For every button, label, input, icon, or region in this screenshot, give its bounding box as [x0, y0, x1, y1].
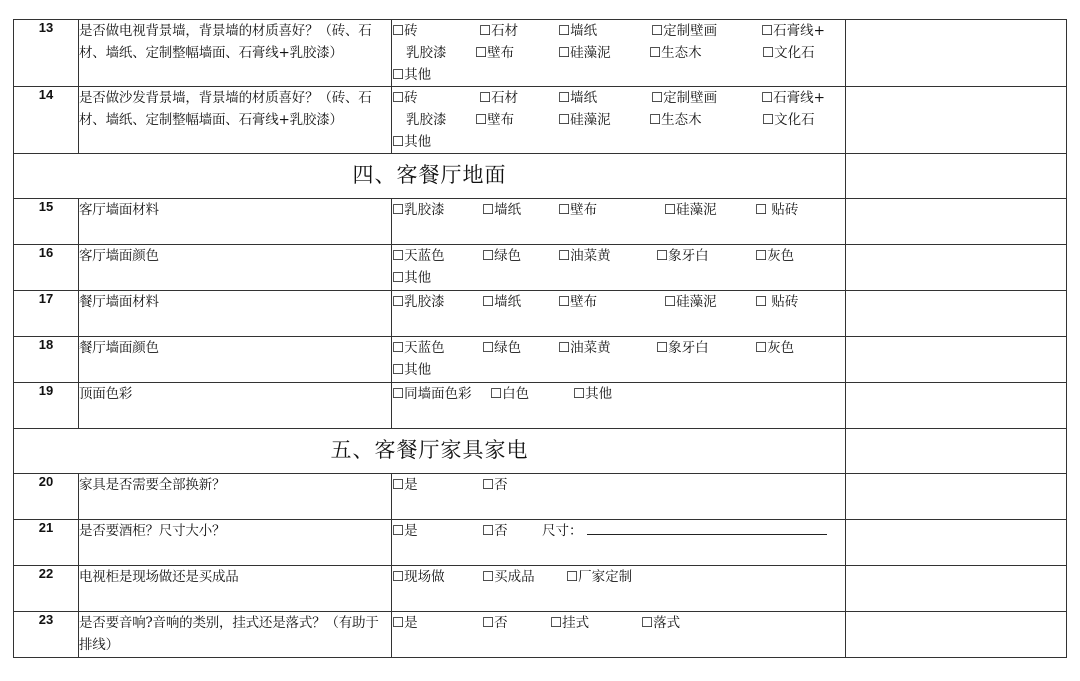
option-group: [392, 20, 846, 87]
option-continuation: 乳胶漆: [406, 45, 447, 61]
checkbox-option[interactable]: ☐其他: [573, 386, 613, 402]
option-group: [392, 337, 846, 383]
checkbox-option[interactable]: ☐象牙白: [656, 340, 709, 356]
notes-cell[interactable]: [846, 520, 1067, 566]
table-row: [14, 87, 1067, 154]
notes-cell[interactable]: [846, 199, 1067, 245]
checkbox-option[interactable]: ☐油菜黄: [558, 340, 611, 356]
checkbox-option[interactable]: ☐是: [392, 615, 418, 631]
checkbox-option[interactable]: ☐硅藻泥: [558, 45, 611, 61]
notes-cell[interactable]: [846, 383, 1067, 429]
checkbox-option[interactable]: ☐墙纸: [558, 90, 598, 106]
checkbox-option[interactable]: ☐硅藻泥: [664, 294, 717, 310]
notes-cell: [846, 154, 1067, 199]
size-input-line[interactable]: [587, 520, 827, 542]
checkbox-option[interactable]: ☐同墙面色彩: [392, 386, 472, 402]
checkbox-option[interactable]: ☐白色: [490, 386, 530, 402]
row-number: 21: [14, 520, 79, 566]
question-text: 是否要音响?音响的类别，挂式还是落式？（有助于排线）: [79, 612, 392, 658]
survey-table: [13, 19, 1067, 658]
row-number: 20: [14, 474, 79, 520]
checkbox-option[interactable]: ☐灰色: [755, 248, 795, 264]
checkbox-option[interactable]: ☐ 贴砖: [755, 202, 799, 218]
checkbox-option[interactable]: ☐墙纸: [558, 23, 598, 39]
checkbox-option[interactable]: ☐其他: [392, 134, 432, 150]
row-number: 16: [14, 245, 79, 291]
row-number: 17: [14, 291, 79, 337]
checkbox-option[interactable]: ☐壁布: [475, 45, 515, 61]
section-row: [14, 154, 1067, 199]
checkbox-option[interactable]: ☐石膏线+: [761, 23, 825, 39]
table-row: [14, 383, 1067, 429]
notes-cell[interactable]: [846, 566, 1067, 612]
checkbox-option[interactable]: ☐壁布: [558, 294, 598, 310]
checkbox-option[interactable]: ☐天蓝色: [392, 340, 445, 356]
option-continuation: 乳胶漆: [406, 112, 447, 128]
section-heading: 五、客餐厅家具家电: [14, 429, 846, 474]
checkbox-option[interactable]: ☐厂家定制: [566, 569, 633, 585]
section-row: [14, 429, 1067, 474]
question-text: 是否要酒柜？尺寸大小？: [79, 520, 392, 566]
size-label: 尺寸：: [542, 523, 583, 539]
checkbox-option[interactable]: ☐墙纸: [482, 294, 522, 310]
option-group: [392, 474, 846, 520]
question-text: 餐厅墙面材料: [79, 291, 392, 337]
question-text: 客厅墙面颜色: [79, 245, 392, 291]
checkbox-option[interactable]: ☐是: [392, 477, 418, 493]
notes-cell[interactable]: [846, 612, 1067, 658]
checkbox-option[interactable]: ☐定制壁画: [651, 90, 718, 106]
checkbox-option[interactable]: ☐油菜黄: [558, 248, 611, 264]
option-group: [392, 566, 846, 612]
checkbox-option[interactable]: ☐否: [482, 615, 508, 631]
table-row: [14, 199, 1067, 245]
checkbox-option[interactable]: ☐砖: [392, 90, 418, 106]
question-text: 家具是否需要全部换新？: [79, 474, 392, 520]
notes-cell: [846, 429, 1067, 474]
question-text: 顶面色彩: [79, 383, 392, 429]
checkbox-option[interactable]: ☐落式: [641, 615, 681, 631]
checkbox-option[interactable]: ☐否: [482, 523, 508, 539]
checkbox-option[interactable]: ☐文化石: [762, 45, 815, 61]
checkbox-option[interactable]: ☐其他: [392, 270, 432, 286]
checkbox-option[interactable]: ☐石材: [479, 23, 519, 39]
checkbox-option[interactable]: ☐生态木: [649, 45, 702, 61]
checkbox-option[interactable]: ☐灰色: [755, 340, 795, 356]
checkbox-option[interactable]: ☐硅藻泥: [664, 202, 717, 218]
checkbox-option[interactable]: ☐文化石: [762, 112, 815, 128]
checkbox-option[interactable]: ☐绿色: [482, 340, 522, 356]
option-group: [392, 612, 846, 658]
notes-cell[interactable]: [846, 20, 1067, 87]
table-row: [14, 291, 1067, 337]
row-number: 14: [14, 87, 79, 154]
checkbox-option[interactable]: ☐挂式: [550, 615, 590, 631]
question-text: 客厅墙面材料: [79, 199, 392, 245]
question-text: 是否做沙发背景墙，背景墙的材质喜好？（砖、石材、墙纸、定制整幅墙面、石膏线+乳胶漆）: [79, 87, 392, 154]
notes-cell[interactable]: [846, 245, 1067, 291]
table-row: [14, 337, 1067, 383]
checkbox-option[interactable]: ☐乳胶漆: [392, 202, 445, 218]
checkbox-option[interactable]: ☐象牙白: [656, 248, 709, 264]
checkbox-option[interactable]: ☐天蓝色: [392, 248, 445, 264]
option-group: [392, 520, 846, 566]
notes-cell[interactable]: [846, 474, 1067, 520]
table-row: [14, 20, 1067, 87]
table-row: [14, 520, 1067, 566]
checkbox-option[interactable]: ☐买成品: [482, 569, 535, 585]
checkbox-option[interactable]: ☐壁布: [475, 112, 515, 128]
row-number: 18: [14, 337, 79, 383]
checkbox-option[interactable]: ☐砖: [392, 23, 418, 39]
option-group: [392, 87, 846, 154]
table-row: [14, 612, 1067, 658]
option-group: [392, 383, 846, 429]
checkbox-option[interactable]: ☐定制壁画: [651, 23, 718, 39]
checkbox-option[interactable]: ☐ 贴砖: [755, 294, 799, 310]
row-number: 23: [14, 612, 79, 658]
checkbox-option[interactable]: ☐绿色: [482, 248, 522, 264]
option-group: [392, 199, 846, 245]
checkbox-option[interactable]: ☐否: [482, 477, 508, 493]
checkbox-option[interactable]: ☐其他: [392, 67, 432, 83]
checkbox-option[interactable]: ☐墙纸: [482, 202, 522, 218]
row-number: 15: [14, 199, 79, 245]
row-number: 13: [14, 20, 79, 87]
question-text: 餐厅墙面颜色: [79, 337, 392, 383]
table-row: [14, 474, 1067, 520]
notes-cell[interactable]: [846, 337, 1067, 383]
checkbox-option[interactable]: ☐是: [392, 523, 418, 539]
question-text: 是否做电视背景墙，背景墙的材质喜好？（砖、石材、墙纸、定制整幅墙面、石膏线+乳胶漆）: [79, 20, 392, 87]
notes-cell[interactable]: [846, 291, 1067, 337]
section-heading: 四、客餐厅地面: [14, 154, 846, 199]
option-group: [392, 291, 846, 337]
table-row: [14, 245, 1067, 291]
option-group: [392, 245, 846, 291]
question-text: 电视柜是现场做还是买成品: [79, 566, 392, 612]
row-number: 19: [14, 383, 79, 429]
checkbox-option[interactable]: ☐现场做: [392, 569, 445, 585]
table-row: [14, 566, 1067, 612]
checkbox-option[interactable]: ☐生态木: [649, 112, 702, 128]
checkbox-option[interactable]: ☐其他: [392, 362, 432, 378]
checkbox-option[interactable]: ☐石膏线+: [761, 90, 825, 106]
notes-cell[interactable]: [846, 87, 1067, 154]
row-number: 22: [14, 566, 79, 612]
checkbox-option[interactable]: ☐硅藻泥: [558, 112, 611, 128]
checkbox-option[interactable]: ☐壁布: [558, 202, 598, 218]
checkbox-option[interactable]: ☐石材: [479, 90, 519, 106]
checkbox-option[interactable]: ☐乳胶漆: [392, 294, 445, 310]
